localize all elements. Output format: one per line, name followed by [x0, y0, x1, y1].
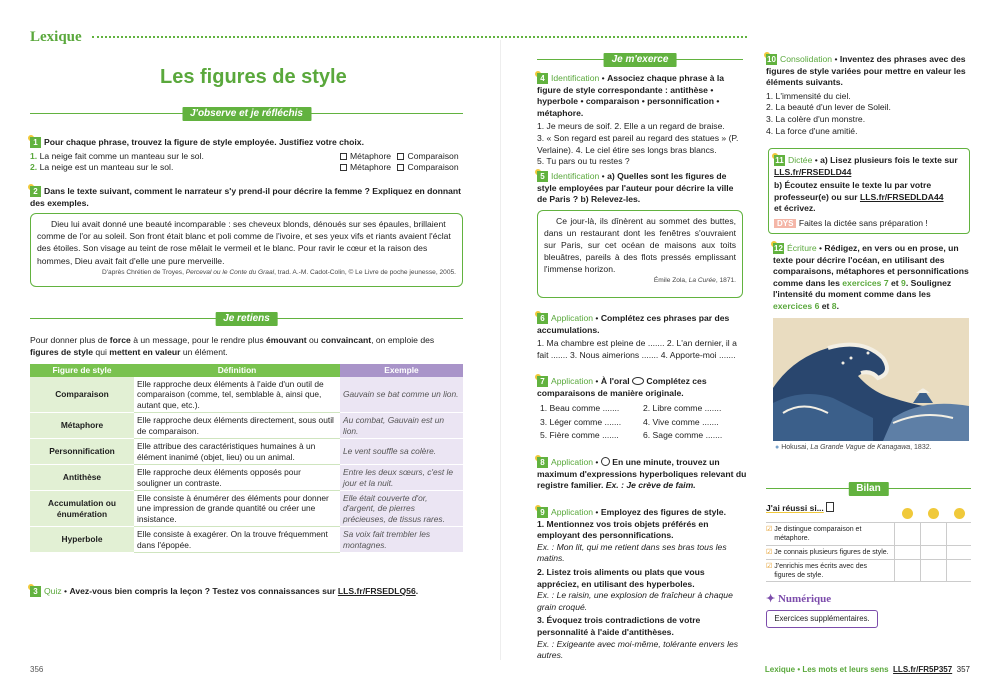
dys-badge: DYS	[774, 219, 796, 228]
question-6: 6 Application • Complétez ces phrases par des accumulations. 1. Ma chambre est pleine de ....... 2. L'an dernier, il a fait ....... 3. Nous aimerions ....... 4. Apporte-moi .......	[537, 313, 737, 360]
sparkle-icon: ✦	[766, 593, 776, 605]
great-wave-image	[773, 318, 969, 441]
bilan-table: J'ai réussi si... ☑ Je distingue comparaison et métaphore. ☑ Je connais plusieurs figures de style. ☑ J'enrichis mes écrits avec des figures de style.	[766, 502, 971, 582]
question-8: 8 Application • En une minute, trouvez un maximum d'expressions hyperboliques relevant du registre familier. Ex. : Je crève de faim.	[537, 457, 747, 491]
footer-link[interactable]: LLS.fr/FR5P357	[893, 665, 953, 674]
question-2: 2 Dans le texte suivant, comment le narrateur s'y prend-il pour décrire la femme ? Expliquez en donnant des exemples.	[30, 186, 462, 208]
passage-zola: Ce jour-là, ils dînèrent au sommet des buttes, dans un restaurant dont les fenêtres s'ouvraient sur Paris, sur cet océan de maisons aux toits bleuâtres, pareils à des flots pressés emplissant l'immense horizon. Émile Zola, La Curée, 1871.	[537, 210, 743, 298]
question-5: 5 Identification • a) Quelles sont les figures de style employées par l'auteur pour décrire la ville de Paris ? b) Relevez-les.	[537, 171, 734, 205]
question-7: 7 Application • À l'oral Complétez ces comparaisons de manière originale. 1. Beau comme ....... 2. Libre comme ....... 3. Léger comme ....... 4. Vive comme ....... 5. Fière comme ....... 6. Sage comme .......	[537, 376, 723, 441]
section-bilan: Bilan	[766, 482, 971, 496]
clipboard-check-icon	[826, 502, 834, 512]
header-dotted-rule	[92, 36, 747, 38]
figures-table: Figure de style Définition Exemple Comparaison Elle rapproche deux éléments à l'aide d'un outil de comparaison (comme, tel, semblable à, ainsi que, autant que, etc.). Gauvain se bat comme un lion. Métaphore Elle rapproche deux éléments directement, sous outil de comparaison. Au combat, Gauvain est un lion. Personnification Elle attribue des caractéristiques humaines à un élément inanimé (objet, lieu) ou un animal. Le vent souffle sa colère. Antithèse Elle rapproche deux éléments opposés pour souligner un contraste. Entre les deux sœurs, c'est le jour et la nuit. Accumulation ou énumération Elle consiste à énumérer des éléments pour donner une impression de grande quantité ou créer une insistance. Elle était couverte d'or, d'argent, de pierres précieuses, de tissus rares. Hyperbole Elle consiste à exagérer. On la trouve fréquemment dans l'épopée. Sa voix fait trembler les montagnes.	[30, 364, 463, 553]
page-title: Les figures de style	[160, 66, 347, 88]
speech-bubble-icon	[632, 377, 644, 385]
lexique-heading: Lexique	[30, 29, 82, 45]
column-divider	[500, 40, 501, 660]
dictee-link-2[interactable]: LLS.fr/FRSEDLDA44	[859, 191, 944, 202]
section-observe: J'observe et je réfléchis	[30, 107, 463, 121]
numerique-heading: ✦ Numérique	[766, 593, 832, 605]
question-12: 12 Écriture • Rédigez, en vers ou en prose, un texte pour décrire l'océan, en utilisant des comparaisons, métaphores et personnifications comme dans les exercices 7 et 9. Soulignez l'intensité du moment comme dans les exercices 6 et 8.	[773, 243, 969, 311]
question-1: 1 Pour chaque phrase, trouvez la figure de style employée. Justifiez votre choix. 1. La neige fait comme un manteau sur le sol. Métaphore Comparaison 2. La neige est un manteau sur le sol. Métaphore Comparaison	[30, 137, 459, 172]
dictee-link-1[interactable]: LLS.fr/FRSEDLD44	[774, 166, 852, 177]
image-caption: ● Hokusai, La Grande Vague de Kanagawa, 1832.	[775, 444, 932, 451]
section-exerce: Je m'exerce	[537, 53, 743, 67]
question-10: 10 Consolidation • Inventez des phrases avec des figures de style variées pour mettre en valeur les éléments suivants. 1. L'immensité du ciel. 2. La beauté d'un lever de Soleil. 3. La colère d'un monstre. 4. La force d'une amitié.	[766, 54, 966, 136]
smiley-sad-icon	[954, 508, 965, 519]
smiley-neutral-icon	[928, 508, 939, 519]
question-4: 4 Identification • Associez chaque phrase à la figure de style correspondante : antithèse • hyperbole • comparaison • personnification • métaphore. 1. Je meurs de soif. 2. Elle a un regard de braise. 3. « Son regard est pareil au regard des statues » (P. Verlaine). 4. Le ciel étire ses longs bras blancs. 5. Tu pars ou tu restes ?	[537, 73, 739, 167]
footer-right: Lexique • Les mots et leurs sens LLS.fr/FR5P357 357	[764, 665, 970, 674]
question-11: 11 Dictée • a) Lisez plusieurs fois le texte sur LLS.fr/FRSEDLD44 b) Écoutez ensuite le texte lu par votre professeur(e) ou sur LLS.fr/FRSEDLDA44 et écrivez. DYS Faites la dictée sans préparation !	[768, 148, 970, 234]
section-retiens: Je retiens	[30, 312, 463, 326]
question-9: 9 Application • Employez des figures de style. 1. Mentionnez vos trois objets préférés en employant des personnifications. Ex. : Mon lit, qui me retient dans ses bras tous les matins. 2. Listez trois aliments ou plats que vous appréciez, en utilisant des hyperboles. Ex. : Le raisin, une explosion de fraîcheur à chaque grain croqué. 3. Évoquez trois contradictions de votre personnalité à l'aide d'antithèses. Ex. : Exigeante avec moi-même, tolérante envers les autres.	[537, 507, 739, 661]
left-page-number: 356	[30, 665, 44, 674]
timer-icon	[601, 457, 610, 466]
exercices-supplementaires-button[interactable]: Exercices supplémentaires.	[766, 610, 878, 628]
smiley-happy-icon	[902, 508, 913, 519]
quiz-link[interactable]: LLS.fr/FRSEDLQ56	[337, 586, 416, 596]
retiens-intro: Pour donner plus de force à un message, pour le rendre plus émouvant ou convaincant, on emploie des figures de style qui mettent en valeur un élément.	[30, 335, 435, 357]
question-3: 3 Quiz • Avez-vous bien compris la leçon ? Testez vos connaissances sur LLS.fr/FRSEDLQ56.	[30, 586, 463, 598]
passage-perceval: Dieu lui avait donné une beauté incomparable : ses cheveux blonds, dénoués sur ses épaules, brillaient comme de l'or au soleil. Son front était blanc et poli comme de l'ivoire, et ses yeux vifs et riants avaient l'éclat des étoiles. Son visage au teint de rose mêlait le vermeil et le blanc. Pour ravir le cœur et la raison des hommes, Dieu avait fait d'elle une pure merveille. D'après Chrétien de Troyes, Perceval ou le Conte du Graal, trad. A.-M. Cadot-Colin, © Le Livre de poche jeunesse, 2005.	[30, 213, 463, 287]
